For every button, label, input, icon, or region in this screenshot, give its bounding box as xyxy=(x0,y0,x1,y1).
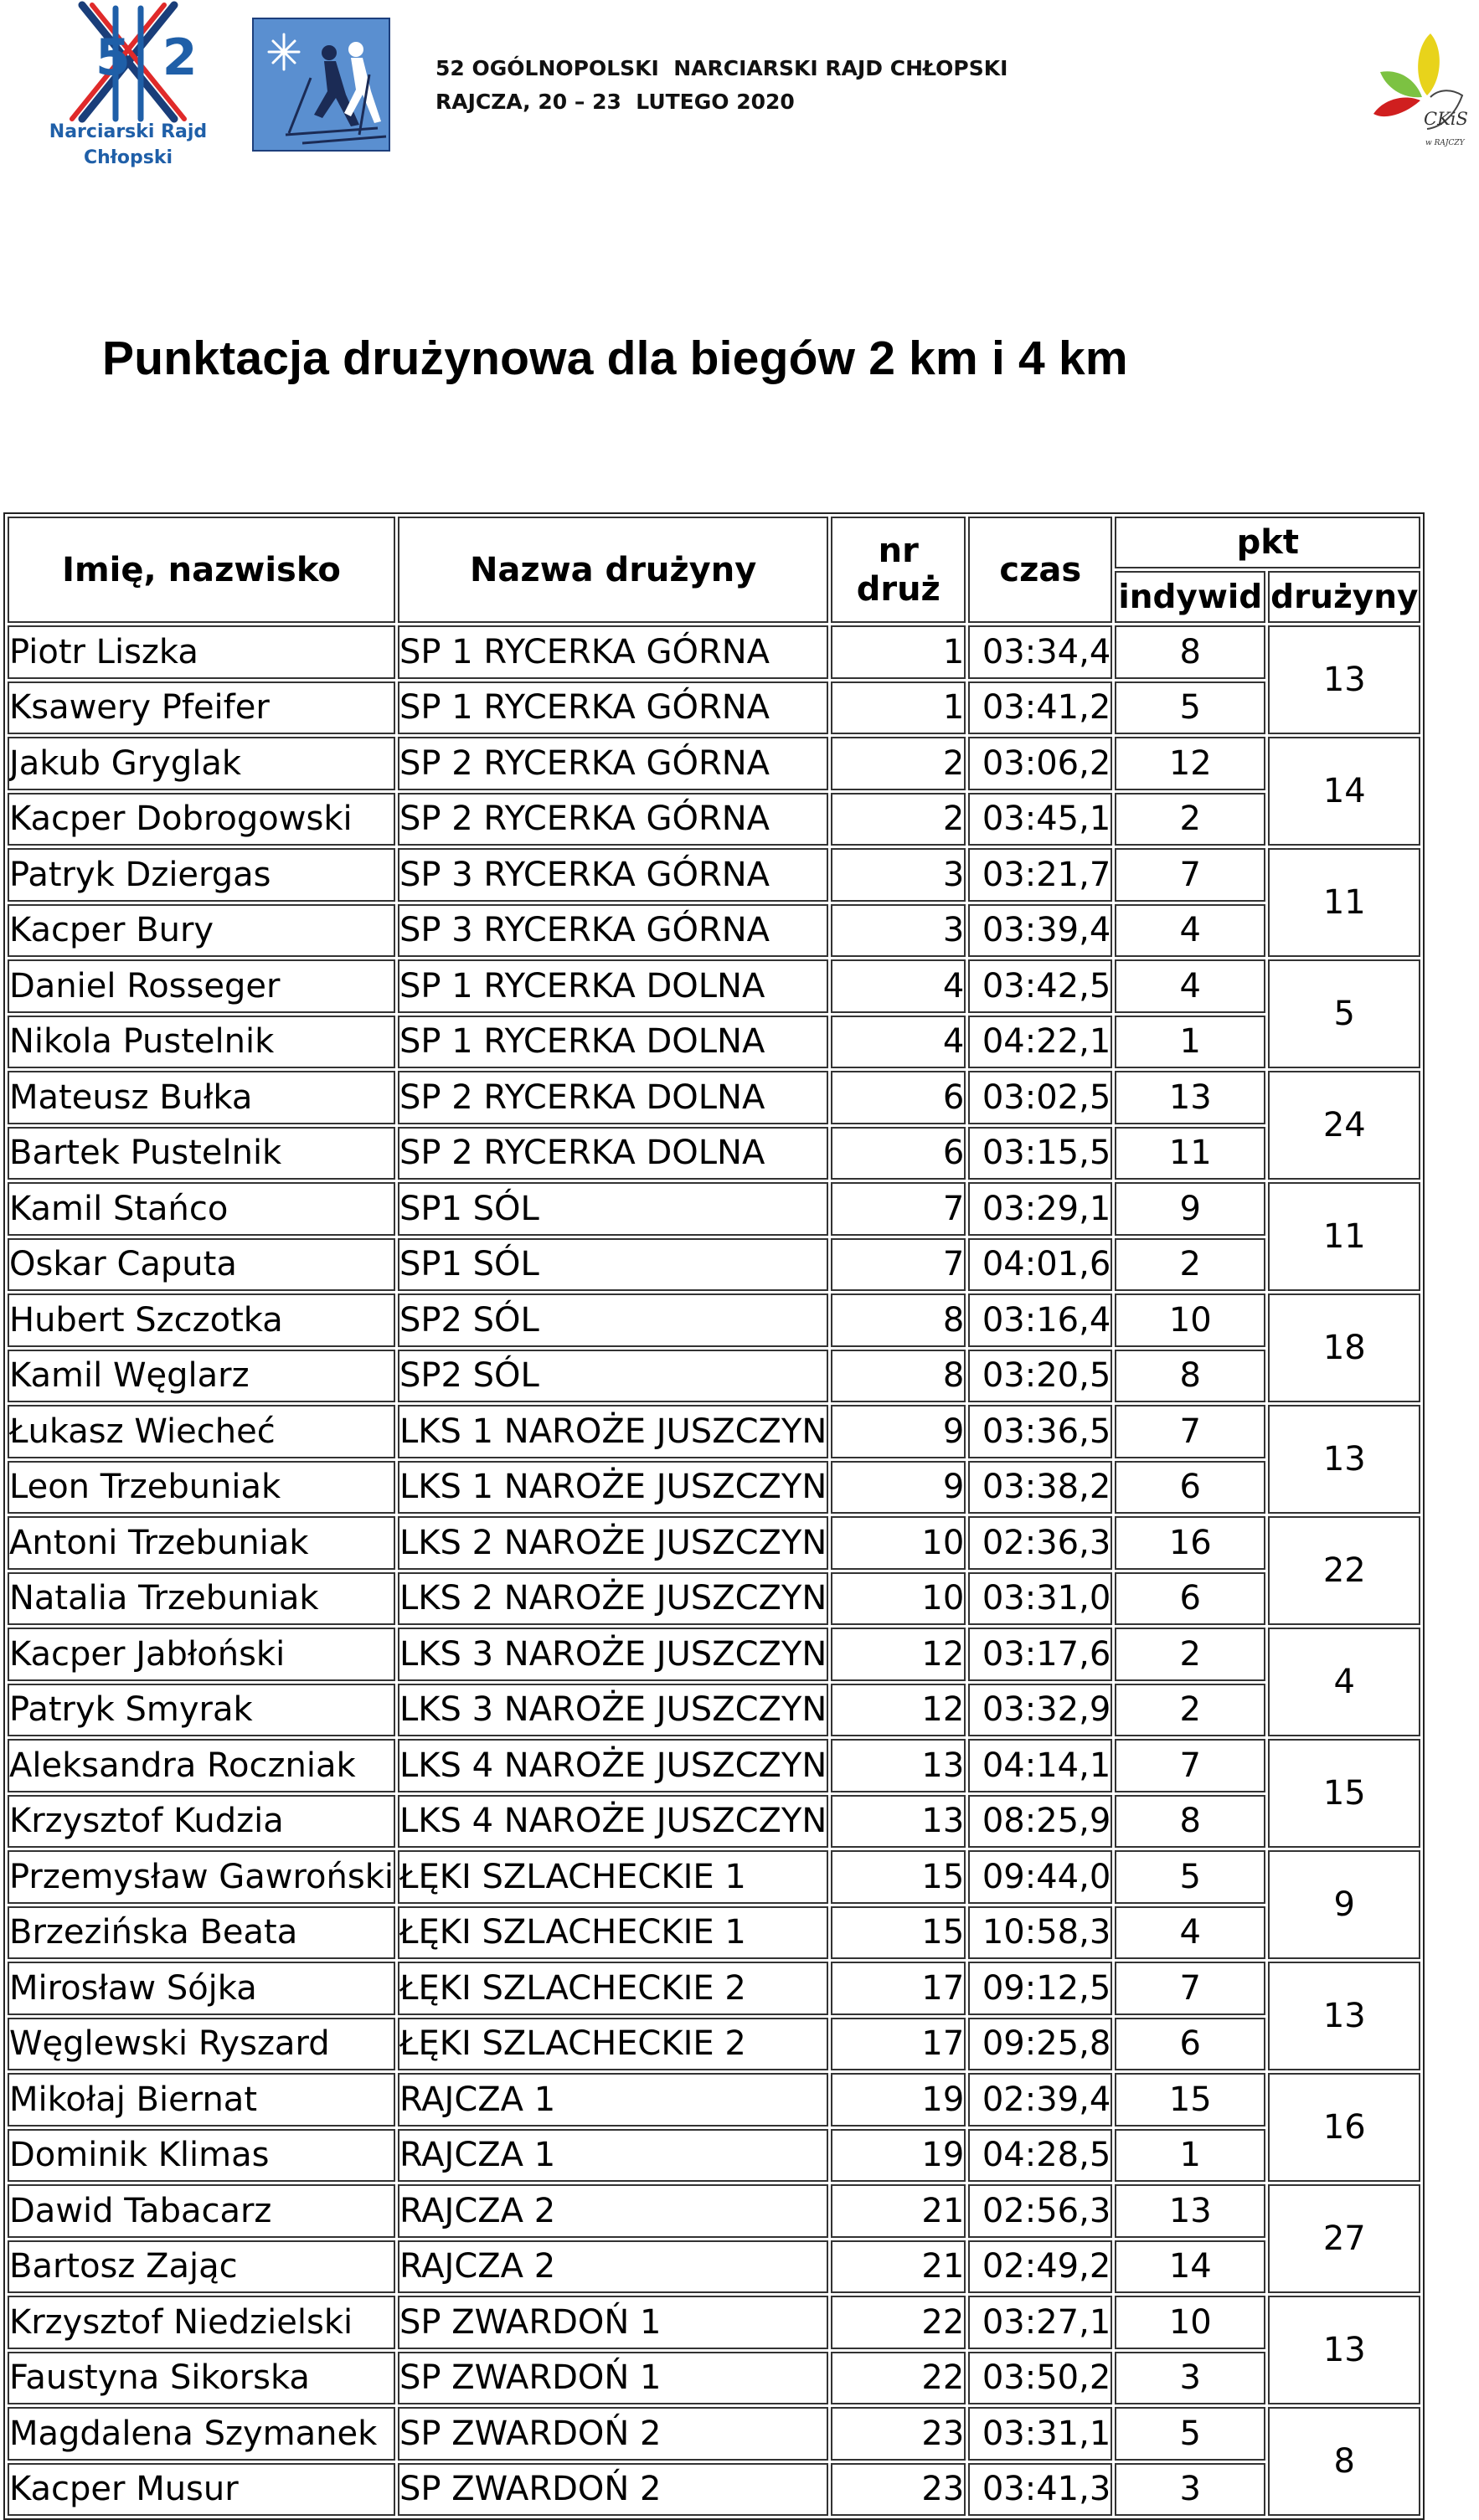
team-number: 10 xyxy=(831,1516,966,1570)
team-number: 7 xyxy=(831,1182,966,1236)
team-name: RAJCZA 2 xyxy=(398,2240,828,2294)
individual-points: 8 xyxy=(1115,1795,1265,1849)
team-points: 14 xyxy=(1268,737,1420,846)
header-team-number xyxy=(831,517,966,623)
run-time: 04:22,1 xyxy=(968,1016,1112,1069)
individual-points: 4 xyxy=(1115,904,1265,958)
team-name: LKS 4 NAROŻE JUSZCZYN xyxy=(398,1795,828,1849)
team-number: 3 xyxy=(831,904,966,958)
table-row xyxy=(8,904,1420,958)
run-time: 04:28,5 xyxy=(968,2129,1112,2183)
team-name: SP 2 RYCERKA GÓRNA xyxy=(398,737,828,790)
run-time: 03:15,5 xyxy=(968,1127,1112,1180)
header-time: czas xyxy=(968,517,1112,623)
team-points: 13 xyxy=(1268,625,1420,734)
participant-name: Kacper Musur xyxy=(8,2463,395,2517)
team-number: 8 xyxy=(831,1350,966,1403)
run-time: 03:41,2 xyxy=(968,681,1112,735)
ckis-flower-icon xyxy=(1372,30,1471,156)
run-time: 08:25,9 xyxy=(968,1795,1112,1849)
run-time: 03:32,9 xyxy=(968,1684,1112,1737)
team-points: 24 xyxy=(1268,1071,1420,1180)
table-row xyxy=(8,681,1420,735)
team-number: 6 xyxy=(831,1127,966,1180)
individual-points: 7 xyxy=(1115,1739,1265,1792)
team-name: LKS 3 NAROŻE JUSZCZYN xyxy=(398,1684,828,1737)
individual-points: 10 xyxy=(1115,2296,1265,2349)
team-name: ŁĘKI SZLACHECKIE 1 xyxy=(398,1906,828,1960)
team-name: SP2 SÓL xyxy=(398,1350,828,1403)
run-time: 04:01,6 xyxy=(968,1238,1112,1292)
individual-points: 5 xyxy=(1115,681,1265,735)
table-row xyxy=(8,1461,1420,1515)
participant-name: Dominik Klimas xyxy=(8,2129,395,2183)
team-points: 27 xyxy=(1268,2184,1420,2293)
header-points-team: drużyny xyxy=(1268,571,1420,623)
individual-points: 6 xyxy=(1115,1461,1265,1515)
individual-points: 14 xyxy=(1115,2240,1265,2294)
results-body xyxy=(8,625,1420,2516)
team-points: 11 xyxy=(1268,1182,1420,1291)
individual-points: 9 xyxy=(1115,1182,1265,1236)
table-row xyxy=(8,2407,1420,2461)
ckis-logo-text: CKiS xyxy=(1424,109,1468,129)
run-time: 03:20,5 xyxy=(968,1350,1112,1403)
team-name: RAJCZA 1 xyxy=(398,2073,828,2127)
run-time: 03:16,4 xyxy=(968,1293,1112,1347)
run-time: 03:39,4 xyxy=(968,904,1112,958)
team-name: SP1 SÓL xyxy=(398,1182,828,1236)
table-row xyxy=(8,2018,1420,2071)
team-name: SP 1 RYCERKA GÓRNA xyxy=(398,681,828,735)
rajd-logo-caption-2: Chłopski xyxy=(83,147,173,168)
table-row xyxy=(8,1516,1420,1570)
table-row xyxy=(8,625,1420,679)
team-number: 4 xyxy=(831,1016,966,1069)
participant-name: Mikołaj Biernat xyxy=(8,2073,395,2127)
team-points: 9 xyxy=(1268,1850,1420,1959)
individual-points: 2 xyxy=(1115,793,1265,846)
team-name: SP 2 RYCERKA GÓRNA xyxy=(398,793,828,846)
participant-name: Aleksandra Roczniak xyxy=(8,1739,395,1792)
participant-name: Patryk Smyrak xyxy=(8,1684,395,1737)
team-name: SP ZWARDOŃ 1 xyxy=(398,2296,828,2349)
individual-points: 6 xyxy=(1115,1572,1265,1626)
team-points: 4 xyxy=(1268,1628,1420,1736)
table-row xyxy=(8,1016,1420,1069)
individual-points: 2 xyxy=(1115,1628,1265,1681)
individual-points: 1 xyxy=(1115,1016,1265,1069)
team-number: 19 xyxy=(831,2073,966,2127)
individual-points: 11 xyxy=(1115,1127,1265,1180)
team-name: LKS 1 NAROŻE JUSZCZYN xyxy=(398,1405,828,1458)
individual-points: 3 xyxy=(1115,2463,1265,2517)
run-time: 02:56,3 xyxy=(968,2184,1112,2238)
rajd-logo-number: 52 xyxy=(95,28,229,87)
team-number: 19 xyxy=(831,2129,966,2183)
run-time: 03:34,4 xyxy=(968,625,1112,679)
table-row xyxy=(8,848,1420,902)
run-time: 04:14,1 xyxy=(968,1739,1112,1792)
participant-name: Antoni Trzebuniak xyxy=(8,1516,395,1570)
team-name: SP 2 RYCERKA DOLNA xyxy=(398,1127,828,1180)
team-name: LKS 1 NAROŻE JUSZCZYN xyxy=(398,1461,828,1515)
table-row xyxy=(8,2296,1420,2349)
table-row xyxy=(8,1962,1420,2015)
participant-name: Leon Trzebuniak xyxy=(8,1461,395,1515)
team-name: SP 3 RYCERKA GÓRNA xyxy=(398,904,828,958)
participant-name: Oskar Caputa xyxy=(8,1238,395,1292)
table-row xyxy=(8,737,1420,790)
run-time: 09:12,5 xyxy=(968,1962,1112,2015)
team-name: SP ZWARDOŃ 1 xyxy=(398,2352,828,2405)
run-time: 03:36,5 xyxy=(968,1405,1112,1458)
run-time: 03:17,6 xyxy=(968,1628,1112,1681)
run-time: 03:27,1 xyxy=(968,2296,1112,2349)
individual-points: 10 xyxy=(1115,1293,1265,1347)
team-results-table xyxy=(3,512,1425,2520)
team-number: 21 xyxy=(831,2184,966,2238)
table-row xyxy=(8,1906,1420,1960)
team-points: 5 xyxy=(1268,959,1420,1068)
table-row xyxy=(8,1127,1420,1180)
team-number: 13 xyxy=(831,1795,966,1849)
table-row xyxy=(8,793,1420,846)
team-number: 23 xyxy=(831,2463,966,2517)
participant-name: Węglewski Ryszard xyxy=(8,2018,395,2071)
team-points: 22 xyxy=(1268,1516,1420,1625)
table-row xyxy=(8,1350,1420,1403)
table-row xyxy=(8,1405,1420,1458)
participant-name: Kamil Stańco xyxy=(8,1182,395,1236)
header-team: Nazwa drużyny xyxy=(398,517,828,623)
team-number: 2 xyxy=(831,793,966,846)
individual-points: 7 xyxy=(1115,1962,1265,2015)
table-row xyxy=(8,1684,1420,1737)
run-time: 03:41,3 xyxy=(968,2463,1112,2517)
team-points: 16 xyxy=(1268,2073,1420,2182)
individual-points: 1 xyxy=(1115,2129,1265,2183)
team-name: SP 2 RYCERKA DOLNA xyxy=(398,1071,828,1124)
individual-points: 13 xyxy=(1115,1071,1265,1124)
participant-name: Hubert Szczotka xyxy=(8,1293,395,1347)
team-name: SP ZWARDOŃ 2 xyxy=(398,2407,828,2461)
run-time: 03:45,1 xyxy=(968,793,1112,846)
participant-name: Dawid Tabacarz xyxy=(8,2184,395,2238)
run-time: 02:49,2 xyxy=(968,2240,1112,2294)
team-name: ŁĘKI SZLACHECKIE 1 xyxy=(398,1850,828,1904)
team-points: 8 xyxy=(1268,2407,1420,2516)
participant-name: Krzysztof Kudzia xyxy=(8,1795,395,1849)
page-title: Punktacja drużynowa dla biegów 2 km i 4 km xyxy=(102,332,1128,385)
team-name: SP2 SÓL xyxy=(398,1293,828,1347)
team-name: LKS 3 NAROŻE JUSZCZYN xyxy=(398,1628,828,1681)
individual-points: 4 xyxy=(1115,1906,1265,1960)
team-number: 3 xyxy=(831,848,966,902)
participant-name: Łukasz Wiecheć xyxy=(8,1405,395,1458)
individual-points: 8 xyxy=(1115,1350,1265,1403)
team-points: 13 xyxy=(1268,1405,1420,1514)
team-number: 21 xyxy=(831,2240,966,2294)
team-points: 13 xyxy=(1268,1962,1420,2070)
team-name: RAJCZA 2 xyxy=(398,2184,828,2238)
individual-points: 13 xyxy=(1115,2184,1265,2238)
table-row xyxy=(8,1182,1420,1236)
run-time: 09:44,0 xyxy=(968,1850,1112,1904)
table-row xyxy=(8,1238,1420,1292)
team-points: 11 xyxy=(1268,848,1420,957)
team-number: 15 xyxy=(831,1906,966,1960)
participant-name: Bartosz Zając xyxy=(8,2240,395,2294)
individual-points: 8 xyxy=(1115,625,1265,679)
team-name: ŁĘKI SZLACHECKIE 2 xyxy=(398,1962,828,2015)
participant-name: Przemysław Gawroński xyxy=(8,1850,395,1904)
team-name: SP 3 RYCERKA GÓRNA xyxy=(398,848,828,902)
run-time: 03:21,7 xyxy=(968,848,1112,902)
run-time: 02:39,4 xyxy=(968,2073,1112,2127)
run-time: 03:31,1 xyxy=(968,2407,1112,2461)
cross-country-ski-logo xyxy=(252,18,390,152)
rajd-logo xyxy=(49,0,229,180)
table-row xyxy=(8,2184,1420,2238)
team-name: SP1 SÓL xyxy=(398,1238,828,1292)
participant-name: Daniel Rosseger xyxy=(8,959,395,1013)
run-time: 03:50,2 xyxy=(968,2352,1112,2405)
table-row xyxy=(8,1739,1420,1792)
team-number: 17 xyxy=(831,2018,966,2071)
table-row xyxy=(8,959,1420,1013)
ckis-logo xyxy=(1372,30,1471,156)
ckis-logo-subtext: w RAJCZY xyxy=(1425,139,1465,147)
participant-name: Faustyna Sikorska xyxy=(8,2352,395,2405)
run-time: 10:58,3 xyxy=(968,1906,1112,1960)
participant-name: Patryk Dziergas xyxy=(8,848,395,902)
table-row xyxy=(8,1293,1420,1347)
header-points: pkt xyxy=(1115,517,1420,568)
table-row xyxy=(8,1628,1420,1681)
participant-name: Bartek Pustelnik xyxy=(8,1127,395,1180)
run-time: 02:36,3 xyxy=(968,1516,1112,1570)
participant-name: Mirosław Sójka xyxy=(8,1962,395,2015)
team-number: 12 xyxy=(831,1684,966,1737)
header-name: Imię, nazwisko xyxy=(8,517,395,623)
individual-points: 16 xyxy=(1115,1516,1265,1570)
team-points: 18 xyxy=(1268,1293,1420,1402)
individual-points: 5 xyxy=(1115,2407,1265,2461)
participant-name: Natalia Trzebuniak xyxy=(8,1572,395,1626)
team-number: 22 xyxy=(831,2352,966,2405)
table-row xyxy=(8,2463,1420,2517)
participant-name: Kacper Jabłoński xyxy=(8,1628,395,1681)
table-row xyxy=(8,2240,1420,2294)
table-row xyxy=(8,2129,1420,2183)
participant-name: Jakub Gryglak xyxy=(8,737,395,790)
team-number: 10 xyxy=(831,1572,966,1626)
table-row xyxy=(8,2352,1420,2405)
run-time: 03:29,1 xyxy=(968,1182,1112,1236)
individual-points: 7 xyxy=(1115,1405,1265,1458)
table-row xyxy=(8,2073,1420,2127)
team-name: SP ZWARDOŃ 2 xyxy=(398,2463,828,2517)
team-number: 4 xyxy=(831,959,966,1013)
table-row xyxy=(8,1850,1420,1904)
run-time: 03:42,5 xyxy=(968,959,1112,1013)
team-number: 15 xyxy=(831,1850,966,1904)
team-number: 1 xyxy=(831,681,966,735)
team-points: 15 xyxy=(1268,1739,1420,1848)
team-number: 12 xyxy=(831,1628,966,1681)
rajd-logo-caption-1: Narciarski Rajd xyxy=(49,121,208,142)
individual-points: 5 xyxy=(1115,1850,1265,1904)
team-name: LKS 2 NAROŻE JUSZCZYN xyxy=(398,1572,828,1626)
header-team-number-line1: nr xyxy=(878,531,919,570)
individual-points: 12 xyxy=(1115,737,1265,790)
team-number: 7 xyxy=(831,1238,966,1292)
participant-name: Piotr Liszka xyxy=(8,625,395,679)
cross-country-skiers-snowflake-icon xyxy=(252,18,390,152)
individual-points: 3 xyxy=(1115,2352,1265,2405)
event-name: 52 OGÓLNOPOLSKI NARCIARSKI RAJD CHŁOPSKI xyxy=(435,56,1008,80)
participant-name: Kacper Bury xyxy=(8,904,395,958)
team-name: SP 1 RYCERKA GÓRNA xyxy=(398,625,828,679)
team-name: LKS 2 NAROŻE JUSZCZYN xyxy=(398,1516,828,1570)
run-time: 03:31,0 xyxy=(968,1572,1112,1626)
team-number: 13 xyxy=(831,1739,966,1792)
participant-name: Krzysztof Niedzielski xyxy=(8,2296,395,2349)
individual-points: 2 xyxy=(1115,1684,1265,1737)
participant-name: Nikola Pustelnik xyxy=(8,1016,395,1069)
team-number: 9 xyxy=(831,1461,966,1515)
table-row xyxy=(8,1572,1420,1626)
table-row xyxy=(8,1795,1420,1849)
header-points-individual: indywid xyxy=(1115,571,1265,623)
table-row xyxy=(8,1071,1420,1124)
team-name: ŁĘKI SZLACHECKIE 2 xyxy=(398,2018,828,2071)
individual-points: 15 xyxy=(1115,2073,1265,2127)
participant-name: Mateusz Bułka xyxy=(8,1071,395,1124)
individual-points: 4 xyxy=(1115,959,1265,1013)
run-time: 03:06,2 xyxy=(968,737,1112,790)
individual-points: 6 xyxy=(1115,2018,1265,2071)
individual-points: 2 xyxy=(1115,1238,1265,1292)
team-number: 23 xyxy=(831,2407,966,2461)
header-team-number-line2: druż xyxy=(856,569,940,609)
event-place-date: RAJCZA, 20 – 23 LUTEGO 2020 xyxy=(435,90,795,114)
participant-name: Ksawery Pfeifer xyxy=(8,681,395,735)
team-name: RAJCZA 1 xyxy=(398,2129,828,2183)
event-header xyxy=(435,52,1007,119)
team-number: 1 xyxy=(831,625,966,679)
team-number: 22 xyxy=(831,2296,966,2349)
team-number: 9 xyxy=(831,1405,966,1458)
team-name: LKS 4 NAROŻE JUSZCZYN xyxy=(398,1739,828,1792)
participant-name: Magdalena Szymanek xyxy=(8,2407,395,2461)
team-number: 2 xyxy=(831,737,966,790)
individual-points: 7 xyxy=(1115,848,1265,902)
team-number: 6 xyxy=(831,1071,966,1124)
participant-name: Brzezińska Beata xyxy=(8,1906,395,1960)
participant-name: Kamil Węglarz xyxy=(8,1350,395,1403)
team-name: SP 1 RYCERKA DOLNA xyxy=(398,1016,828,1069)
participant-name: Kacper Dobrogowski xyxy=(8,793,395,846)
run-time: 03:02,5 xyxy=(968,1071,1112,1124)
run-time: 09:25,8 xyxy=(968,2018,1112,2071)
team-number: 8 xyxy=(831,1293,966,1347)
team-number: 17 xyxy=(831,1962,966,2015)
run-time: 03:38,2 xyxy=(968,1461,1112,1515)
team-points: 13 xyxy=(1268,2296,1420,2404)
team-name: SP 1 RYCERKA DOLNA xyxy=(398,959,828,1013)
